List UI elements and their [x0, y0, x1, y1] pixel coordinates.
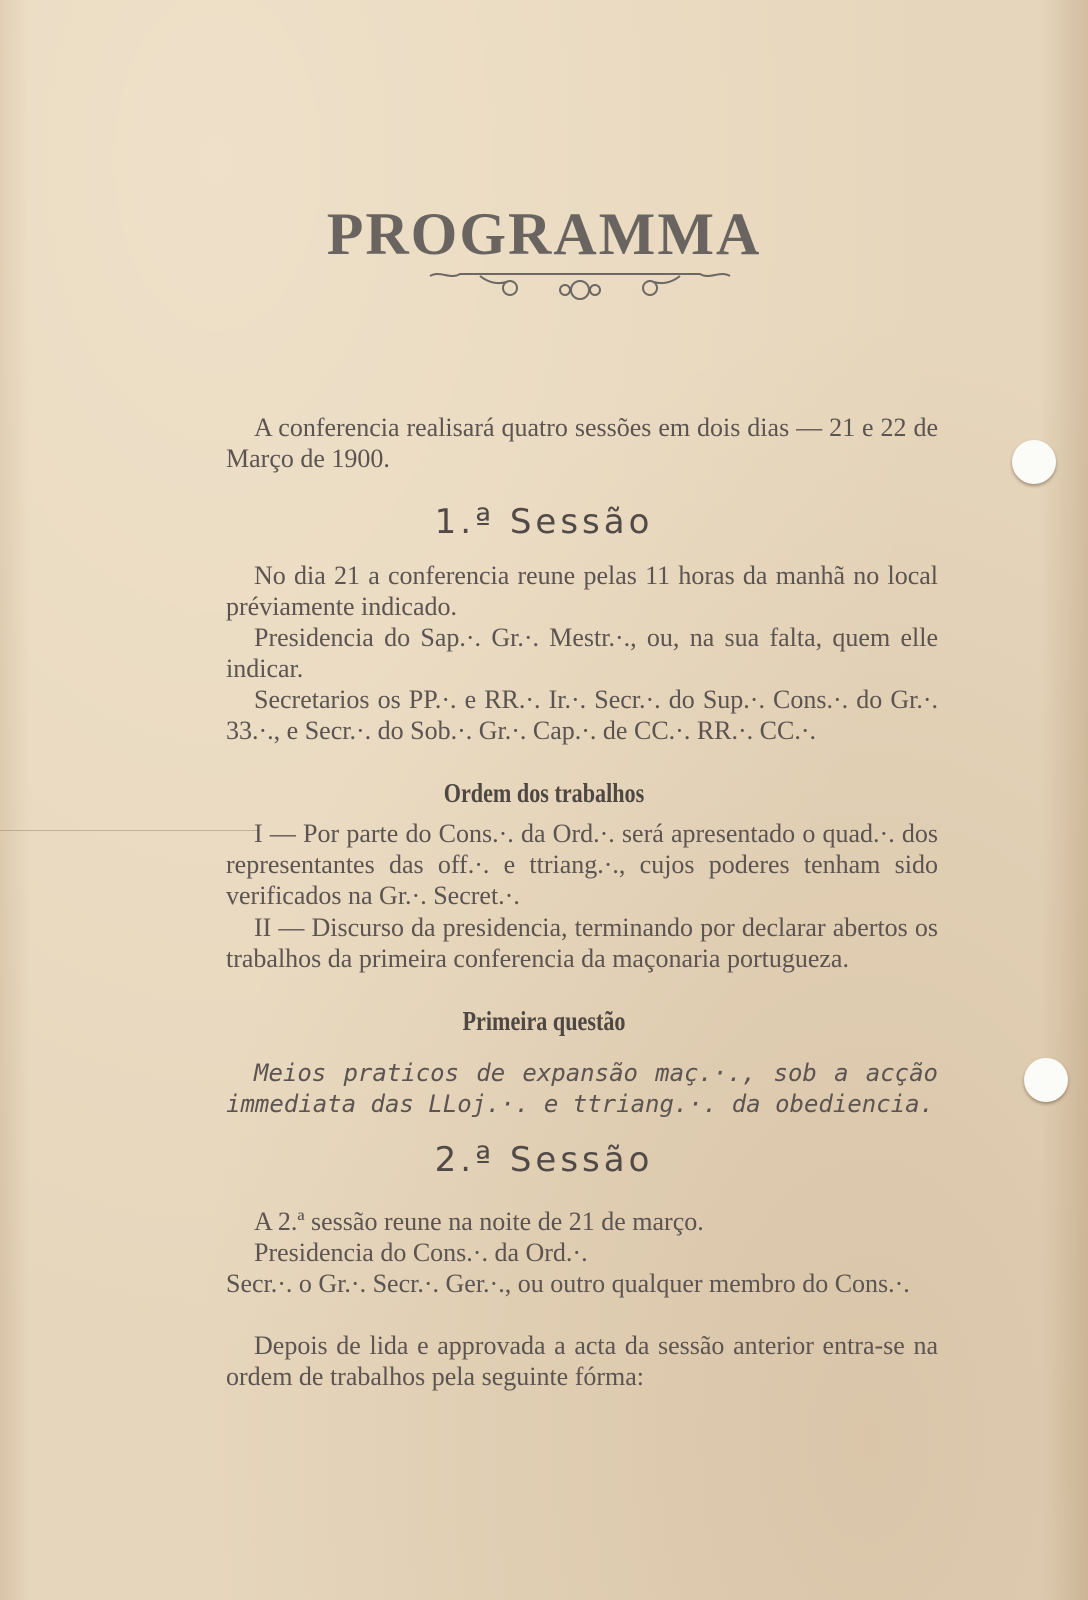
session-2-paragraph: A 2.ª sessão reune na noite de 21 de março. — [254, 1207, 704, 1236]
order-item: I — Por parte do Cons.·. da Ord.·. será apresentado o quad.·. dos representantes das off.·. e ttriang.·., cujos poderes tenham sido verificados na Gr.·. Secret.·. — [226, 819, 938, 910]
first-question-heading: Primeira questão — [462, 1006, 626, 1036]
session-1-paragraph: Presidencia do Sap.·. Gr.·. Mestr.·., ou, na sua falta, quem elle indicar. — [226, 623, 938, 683]
punch-hole — [1012, 440, 1056, 484]
paper-fold-line — [0, 830, 260, 831]
session-1-paragraph: No dia 21 a conferencia reune pelas 11 horas da manhã no local préviamente indicado. — [226, 561, 938, 621]
session-1-paragraph: Secretarios os PP.·. e RR.·. Ir.·. Secr.·. do Sup.·. Cons.·. do Gr.·. 33.·., e Secr.·. do Sob.·. Gr.·. Cap.·. de CC.·. RR.·. CC.·. — [226, 685, 938, 745]
document-title: PROGRAMMA — [326, 201, 762, 267]
session-1-heading: 1.ª Sessão — [434, 502, 654, 542]
session-2-heading: 2.ª Sessão — [434, 1140, 654, 1180]
first-question-text: Meios praticos de expansão maç.·., sob a acção immediata das LLoj.·. e ttriang.·. da obediencia. — [226, 1059, 938, 1118]
session-2-paragraph: Presidencia do Cons.·. da Ord.·. — [254, 1238, 588, 1267]
session-2-paragraph: Depois de lida e approvada a acta da sessão anterior entra-se na ordem de trabalhos pela seguinte fórma: — [226, 1331, 938, 1391]
title-ornament — [420, 270, 740, 304]
order-item: II — Discurso da presidencia, terminando por declarar abertos os trabalhos da primeira conferencia da maçonaria portugueza. — [226, 913, 938, 973]
session-2-paragraph: Secr.·. o Gr.·. Secr.·. Ger.·., ou outro qualquer membro do Cons.·. — [226, 1269, 910, 1298]
punch-hole — [1024, 1058, 1068, 1102]
order-of-work-heading: Ordem dos trabalhos — [443, 778, 645, 808]
intro-paragraph: A conferencia realisará quatro sessões em dois dias — 21 e 22 de Março de 1900. — [226, 413, 938, 473]
